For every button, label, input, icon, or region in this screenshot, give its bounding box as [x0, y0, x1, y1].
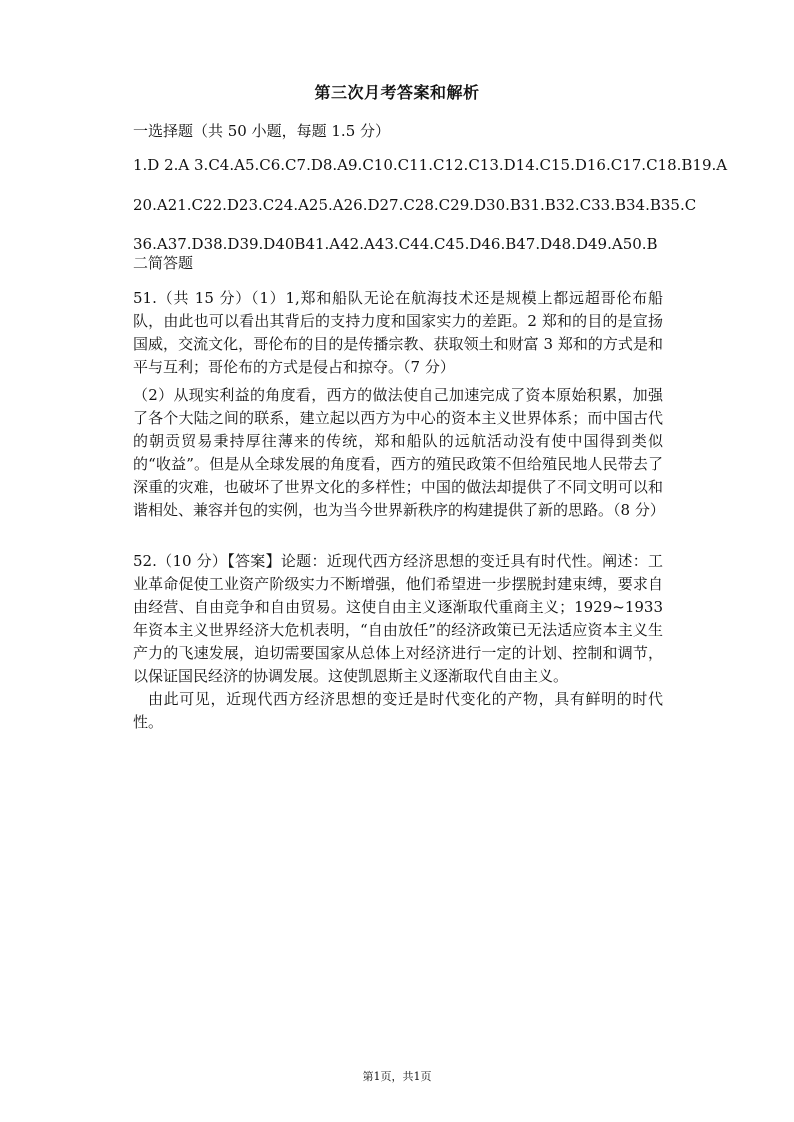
page-title: 第三次月考答案和解析: [314, 83, 480, 102]
question-52-text: 52.（10 分）【答案】论题：近现代西方经济思想的变迁具有时代性。阐述：工业革命促使工业资产阶级实力不断增强，他们希望进一步摆脱封建束缚，要求自由经营、自由竞争和自由贸易。这使自由主义逐渐取代重商主义；1929~1933 年资本主义世界经济大危机表明，“自由放任”的经济政策已无法适应资本主义生产力的飞速发展，迫切需要国家从总体上对经济进行一定的计划、控制和调节，以保证国民经济的协调发展。这使凯恩斯主义逐渐取代自由主义。: [133, 552, 663, 685]
section-heading-short-answer: 二简答题: [133, 254, 194, 272]
question-52-conclusion: 由此可见，近现代西方经济思想的变迁是时代变化的产物，具有鲜明的时代性。: [133, 690, 663, 731]
question-51-part-2: [133, 384, 663, 522]
question-52: [133, 550, 663, 734]
question-51-part-2-text: （2）从现实利益的角度看，西方的做法使自己加速完成了资本原始积累，加强了各个大陆之间的联系，建立起以西方为中心的资本主义世界体系；而中国古代的朝贡贸易秉持厚往薄来的传统，郑和船队的远航活动没有使中国得到类似的“收益”。但是从全球发展的角度看，西方的殖民政策不但给殖民地人民带去了深重的灾难，也破坏了世界文化的多样性；中国的做法却提供了不同文明可以和谐相处、兼容并包的实例，也为当今世界新秩序的构建提供了新的思路。（8 分）: [133, 386, 665, 519]
answer-line-1: 1.D 2.A 3.C4.A5.C6.C7.D8.A9.C10.C11.C12.C13.D14.C15.D16.C17.C18.B19.A: [133, 156, 728, 174]
question-51-part-1-text: 51.（共 15 分）（1）1,郑和船队无论在航海技术还是规模上都远超哥伦布船队，由此也可以看出其背后的支持力度和国家实力的差距。2 郑和的目的是宣扬国威，交流文化，哥伦布的目的是传播宗教、获取领土和财富 3 郑和的方式是和平与互利；哥伦布的方式是侵占和掠夺。（7 分）: [133, 289, 663, 376]
page-footer: 第1页，共1页: [362, 1070, 432, 1083]
answer-line-2: 20.A21.C22.D23.C24.A25.A26.D27.C28.C29.D30.B31.B32.C33.B34.B35.C: [133, 196, 697, 214]
answer-line-3: 36.A37.D38.D39.D40B41.A42.A43.C44.C45.D46.B47.D48.D49.A50.B: [133, 235, 658, 253]
section-heading-choice: 一选择题（共 50 小题，每题 1.5 分）: [133, 122, 391, 140]
question-51-part-1: [133, 287, 663, 379]
